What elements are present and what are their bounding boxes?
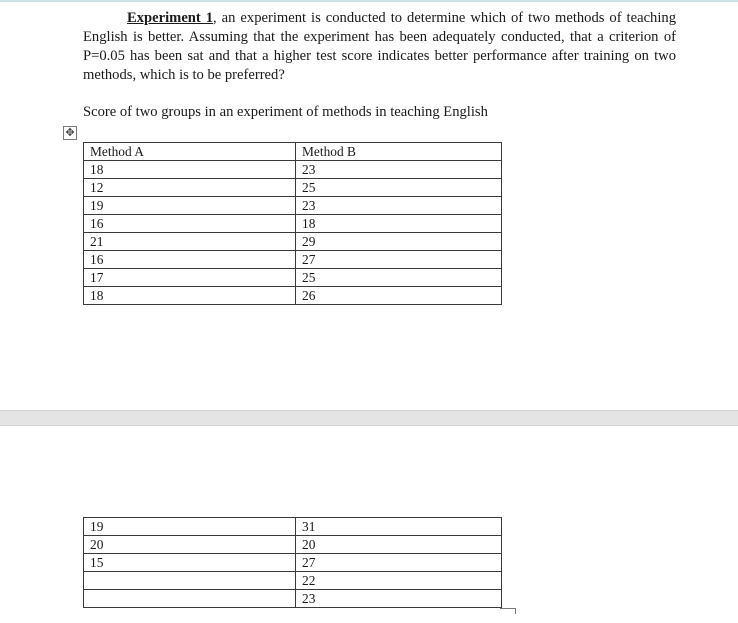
table-header-row (84, 143, 502, 161)
experiment-paragraph[interactable] (83, 9, 676, 85)
scores-table-page-2 (83, 517, 502, 608)
table-row (84, 251, 502, 269)
table-move-handle-icon[interactable]: ✥ (63, 126, 77, 140)
cell-method-a[interactable] (84, 590, 296, 608)
cell-method-a[interactable]: 16 (84, 251, 296, 269)
cell-method-a[interactable]: 19 (84, 518, 296, 536)
cell-method-a[interactable] (84, 572, 296, 590)
cell-method-b[interactable]: 23 (296, 197, 502, 215)
cell-method-b[interactable]: 25 (296, 269, 502, 287)
cell-method-b[interactable]: 25 (296, 179, 502, 197)
table-row (84, 197, 502, 215)
cell-method-b[interactable]: 26 (296, 287, 502, 305)
cell-method-a[interactable]: 19 (84, 197, 296, 215)
cell-method-a[interactable]: 18 (84, 161, 296, 179)
cell-method-b[interactable]: 18 (296, 215, 502, 233)
table-resize-handle[interactable] (500, 608, 516, 614)
cell-method-a[interactable]: 18 (84, 287, 296, 305)
cell-method-b[interactable]: 29 (296, 233, 502, 251)
cell-method-a[interactable]: 17 (84, 269, 296, 287)
cell-method-b[interactable]: 20 (296, 536, 502, 554)
scores-table-page-1 (83, 142, 502, 305)
table-row (84, 536, 502, 554)
cell-method-a[interactable]: 12 (84, 179, 296, 197)
header-method-a[interactable]: Method A (84, 143, 296, 161)
cell-method-a[interactable]: 15 (84, 554, 296, 572)
cell-method-b[interactable]: 23 (296, 161, 502, 179)
table-row (84, 179, 502, 197)
table-row (84, 269, 502, 287)
experiment-body-text: , an experiment is conducted to determine which of two methods of teaching English is better. Assuming that the experiment has been adequately conducted, that a criterion of P=0.05 has been sat and that a higher test score indicates better performance after training on two methods, which is to be preferred? (83, 10, 676, 83)
cell-method-a[interactable]: 21 (84, 233, 296, 251)
experiment-heading: Experiment 1 (127, 10, 214, 26)
cell-method-a[interactable]: 20 (84, 536, 296, 554)
table-row (84, 233, 502, 251)
cell-method-b[interactable]: 31 (296, 518, 502, 536)
table-row (84, 215, 502, 233)
table-row (84, 518, 502, 536)
cell-method-b[interactable]: 23 (296, 590, 502, 608)
table-row (84, 554, 502, 572)
table-row (84, 287, 502, 305)
cell-method-b[interactable]: 22 (296, 572, 502, 590)
table-row (84, 572, 502, 590)
cell-method-b[interactable]: 27 (296, 554, 502, 572)
page-break-gap (0, 410, 738, 426)
cell-method-a[interactable]: 16 (84, 215, 296, 233)
header-method-b[interactable]: Method B (296, 143, 502, 161)
cell-method-b[interactable]: 27 (296, 251, 502, 269)
table-caption[interactable]: Score of two groups in an experiment of methods in teaching English (83, 104, 488, 120)
table-row (84, 161, 502, 179)
table-row (84, 590, 502, 608)
